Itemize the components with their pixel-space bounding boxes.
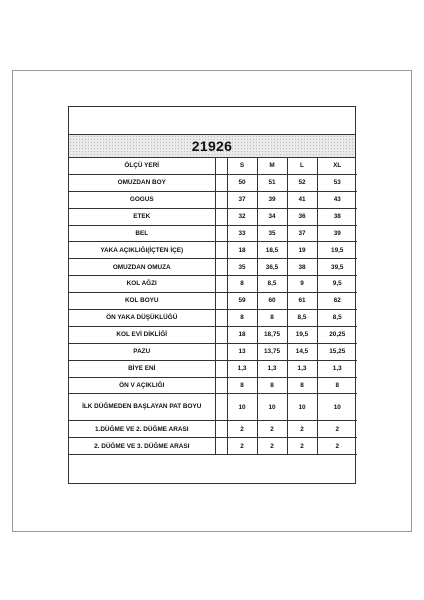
value-cell-s: 35 xyxy=(227,259,257,276)
value-cell-xl: 62 xyxy=(317,293,357,310)
value-cell-xl: 53 xyxy=(317,174,357,191)
value-cell-l: 14,5 xyxy=(287,343,317,360)
value-cell-xl: 19,5 xyxy=(317,242,357,259)
table-row xyxy=(69,208,357,225)
value-cell-l: 2 xyxy=(287,421,317,438)
table-row xyxy=(69,360,357,377)
value-cell-m: 8,5 xyxy=(257,276,287,293)
table-row xyxy=(69,394,357,421)
value-cell-l: 38 xyxy=(287,259,317,276)
measurement-label: ÖN YAKA DÜŞÜKLÜĞÜ xyxy=(69,310,215,327)
value-cell-s: 8 xyxy=(227,276,257,293)
measurement-label: OMUZDAN BOY xyxy=(69,174,215,191)
value-cell-xl: 2 xyxy=(317,438,357,455)
measurement-label: İLK DÜĞMEDEN BAŞLAYAN PAT BOYU xyxy=(69,394,215,421)
value-cell-s: 18 xyxy=(227,242,257,259)
value-cell-s: 10 xyxy=(227,394,257,421)
measurement-label: BİYE ENİ xyxy=(69,360,215,377)
value-cell-s: 59 xyxy=(227,293,257,310)
value-cell-s: 8 xyxy=(227,310,257,327)
value-cell-l: 61 xyxy=(287,293,317,310)
spacer-cell xyxy=(215,293,227,310)
table-row xyxy=(69,310,357,327)
value-cell-xl: 38 xyxy=(317,208,357,225)
value-cell-m: 1,3 xyxy=(257,360,287,377)
value-cell-s: 13 xyxy=(227,343,257,360)
measurement-label: KOL BOYU xyxy=(69,293,215,310)
value-cell-xl: 1,3 xyxy=(317,360,357,377)
value-cell-l: 8 xyxy=(287,377,317,394)
value-cell-l: 19,5 xyxy=(287,326,317,343)
spacer-cell xyxy=(215,208,227,225)
measurement-label: ETEK xyxy=(69,208,215,225)
spacer-cell xyxy=(215,394,227,421)
spacer-cell xyxy=(215,276,227,293)
value-cell-m: 39 xyxy=(257,191,287,208)
value-cell-xl: 8,5 xyxy=(317,310,357,327)
value-cell-l: 9 xyxy=(287,276,317,293)
value-cell-xl: 39 xyxy=(317,225,357,242)
table-row xyxy=(69,377,357,394)
size-chart-sheet xyxy=(68,106,356,484)
table-row xyxy=(69,174,357,191)
measurement-label: GOGUS xyxy=(69,191,215,208)
spacer-cell xyxy=(215,326,227,343)
value-cell-xl: 10 xyxy=(317,394,357,421)
table-row xyxy=(69,421,357,438)
value-cell-m: 8 xyxy=(257,377,287,394)
value-cell-s: 2 xyxy=(227,421,257,438)
header-label-cell: ÖLÇÜ YERİ xyxy=(69,158,215,174)
value-cell-m: 35 xyxy=(257,225,287,242)
value-cell-xl: 15,25 xyxy=(317,343,357,360)
spacer-cell xyxy=(215,259,227,276)
measurement-label: 2. DÜĞME VE 3. DÜĞME ARASI xyxy=(69,438,215,455)
value-cell-m: 13,75 xyxy=(257,343,287,360)
table-row xyxy=(69,343,357,360)
table-row xyxy=(69,438,357,455)
spacer-cell xyxy=(215,421,227,438)
value-cell-l: 8,5 xyxy=(287,310,317,327)
value-cell-m: 36,5 xyxy=(257,259,287,276)
header-size-m: M xyxy=(257,158,287,174)
value-cell-l: 37 xyxy=(287,225,317,242)
value-cell-l: 41 xyxy=(287,191,317,208)
table-row xyxy=(69,276,357,293)
value-cell-xl: 43 xyxy=(317,191,357,208)
value-cell-m: 8 xyxy=(257,310,287,327)
header-size-xl: XL xyxy=(317,158,357,174)
blank-header-area xyxy=(69,107,355,135)
value-cell-m: 18,5 xyxy=(257,242,287,259)
value-cell-l: 19 xyxy=(287,242,317,259)
table-row xyxy=(69,293,357,310)
spacer-cell xyxy=(215,343,227,360)
value-cell-l: 1,3 xyxy=(287,360,317,377)
spacer-cell xyxy=(215,377,227,394)
measurement-label: 1.DÜĞME VE 2. DÜĞME ARASI xyxy=(69,421,215,438)
spacer-cell xyxy=(215,191,227,208)
value-cell-s: 2 xyxy=(227,438,257,455)
value-cell-l: 10 xyxy=(287,394,317,421)
value-cell-m: 2 xyxy=(257,421,287,438)
table-header-row xyxy=(69,158,357,174)
value-cell-s: 37 xyxy=(227,191,257,208)
spacer-cell xyxy=(215,225,227,242)
model-code-band xyxy=(69,135,355,158)
measurement-label: PAZU xyxy=(69,343,215,360)
table-row xyxy=(69,242,357,259)
value-cell-xl: 9,5 xyxy=(317,276,357,293)
value-cell-s: 1,3 xyxy=(227,360,257,377)
value-cell-m: 18,75 xyxy=(257,326,287,343)
value-cell-xl: 39,5 xyxy=(317,259,357,276)
value-cell-m: 2 xyxy=(257,438,287,455)
value-cell-xl: 8 xyxy=(317,377,357,394)
value-cell-s: 33 xyxy=(227,225,257,242)
value-cell-s: 32 xyxy=(227,208,257,225)
measurement-label: ÖN V AÇIKLIĞI xyxy=(69,377,215,394)
spacer-cell xyxy=(215,310,227,327)
spacer-cell xyxy=(215,158,227,174)
value-cell-s: 50 xyxy=(227,174,257,191)
spacer-cell xyxy=(215,174,227,191)
header-size-l: L xyxy=(287,158,317,174)
spacer-cell xyxy=(215,242,227,259)
value-cell-xl: 2 xyxy=(317,421,357,438)
measurement-label: OMUZDAN OMUZA xyxy=(69,259,215,276)
measurement-label: BEL xyxy=(69,225,215,242)
measurement-label: KOL EVİ DİKLİĞİ xyxy=(69,326,215,343)
value-cell-xl: 20,25 xyxy=(317,326,357,343)
value-cell-s: 18 xyxy=(227,326,257,343)
measurement-label: YAKA AÇIKLIĞI(İÇTEN İÇE) xyxy=(69,242,215,259)
header-size-s: S xyxy=(227,158,257,174)
table-row xyxy=(69,191,357,208)
value-cell-m: 60 xyxy=(257,293,287,310)
value-cell-m: 51 xyxy=(257,174,287,191)
table-row xyxy=(69,259,357,276)
table-row xyxy=(69,225,357,242)
value-cell-l: 36 xyxy=(287,208,317,225)
size-table xyxy=(69,158,357,455)
value-cell-l: 2 xyxy=(287,438,317,455)
table-row xyxy=(69,326,357,343)
value-cell-m: 34 xyxy=(257,208,287,225)
value-cell-l: 52 xyxy=(287,174,317,191)
spacer-cell xyxy=(215,438,227,455)
value-cell-m: 10 xyxy=(257,394,287,421)
model-code: 21926 xyxy=(191,138,233,154)
value-cell-s: 8 xyxy=(227,377,257,394)
spacer-cell xyxy=(215,360,227,377)
measurement-label: KOL AĞZI xyxy=(69,276,215,293)
